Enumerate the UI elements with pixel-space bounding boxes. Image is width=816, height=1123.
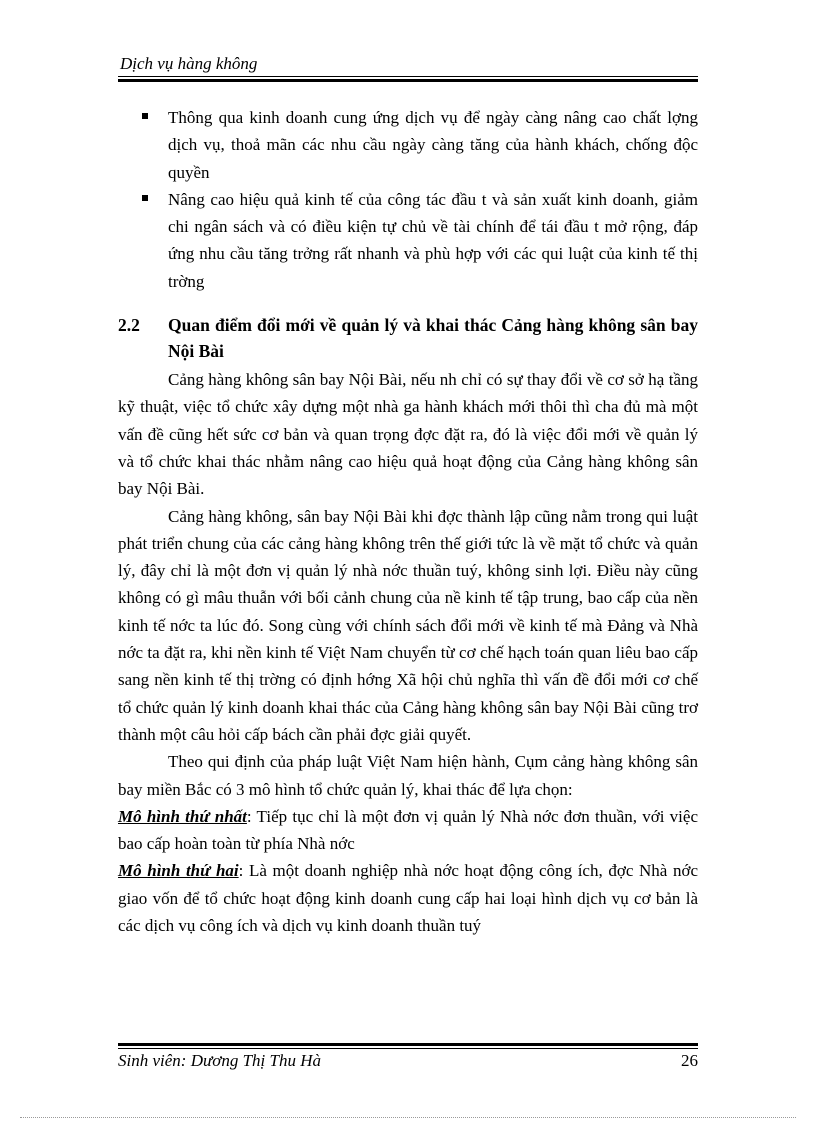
section-number: 2.2 — [118, 315, 140, 336]
footer-rule-thin — [118, 1048, 698, 1049]
bullet-text: Nâng cao hiệu quả kinh tế của công tác đầu t và sản xuất kinh doanh, giảm chi ngân sách và có điều kiện tự chủ về tài chính để tái đầu t mở rộng, đáp ứng nhu cầu tăng trởng rất nhanh và phù hợp với các qui luật của kinh tế thị trờng — [168, 189, 698, 291]
header-rule-thick — [118, 79, 698, 82]
section-title: Quan điểm đổi mới về quản lý và khai thác Cảng hàng không sân bay Nội Bài — [168, 315, 698, 362]
bullet-list — [118, 104, 698, 295]
header-title: Dịch vụ hàng không — [120, 54, 258, 73]
model-item — [118, 857, 698, 939]
bullet-text: Thông qua kinh doanh cung ứng dịch vụ để ngày càng nâng cao chất lợng dịch vụ, thoả mãn các nhu cầu ngày càng tăng của hành khách, chống độc quyền — [168, 108, 698, 182]
square-bullet-icon — [142, 195, 148, 201]
model-item — [118, 803, 698, 858]
section-heading — [118, 312, 698, 364]
paragraph: Cảng hàng không, sân bay Nội Bài khi đợc thành lập cũng nằm trong qui luật phát triển chung của các cảng hàng không trên thế giới tức là về mặt tổ chức và quản lý, đây chỉ là một đơn vị quản lý nhà nớc thuần tuý, không sinh lợi. Điều này cũng không có gì mâu thuẫn với bối cảnh chung của nề kinh tế tập trung, bao cấp của nền kinh tế nớc ta lúc đó. Song cùng với chính sách đổi mới về kinh tế mà Đảng và Nhà nớc ta đặt ra, khi nền kinh tế Việt Nam chuyển từ cơ chế hạch toán quan liêu bao cấp sang nền kinh tế thị trờng có định hớng Xã hội chủ nghĩa thì vấn đề đổi mới cơ chế tổ chức quản lý kinh doanh khai thác của Cảng hàng không sân bay Nội Bài cũng trơ thành một câu hỏi cấp bách cần phải đợc giải quyết. — [118, 506, 698, 744]
bullet-item — [118, 104, 698, 186]
square-bullet-icon — [142, 113, 148, 119]
bullet-item — [118, 186, 698, 295]
page-body — [118, 104, 698, 939]
header-rule-thin — [118, 76, 698, 77]
page-footer — [118, 1043, 698, 1083]
footer-author: Sinh viên: Dương Thị Thu Hà — [118, 1051, 321, 1070]
footer-rule-thick — [118, 1043, 698, 1046]
paragraph: Cảng hàng không sân bay Nội Bài, nếu nh chỉ có sự thay đổi về cơ sở hạ tầng kỹ thuật, việc tổ chức xây dựng một nhà ga hành khách mới thôi thì cha đủ mà một vấn đề cũng hết sức cơ bản và quan trọng đợc đặt ra, đó là việc đổi mới về quản lý và tổ chức khai thác nhằm nâng cao hiệu quả hoạt động của Cảng hàng không sân bay Nội Bài. — [118, 370, 698, 499]
model-term: Mô hình thứ nhất — [118, 806, 247, 826]
model-text: : Là một doanh nghiệp nhà nớc hoạt động công ích, đợc Nhà nớc giao vốn để tổ chức hoạt động kinh doanh cung cấp hai loại hình dịch vụ cơ bản là các dịch vụ công ích và dịch vụ kinh doanh thuần tuý — [118, 861, 698, 936]
page-header — [118, 50, 698, 84]
page-number: 26 — [681, 1051, 698, 1070]
model-term: Mô hình thứ hai — [118, 861, 239, 881]
model-text: : Tiếp tục chỉ là một đơn vị quản lý Nhà nớc đơn thuần, với việc bao cấp hoàn toàn từ phía Nhà nớc — [118, 806, 698, 854]
page-bottom-border — [20, 1117, 796, 1118]
paragraph: Theo qui định của pháp luật Việt Nam hiện hành, Cụm cảng hàng không sân bay miền Bắc có 3 mô hình tổ chức quản lý, khai thác để lựa chọn: — [118, 752, 698, 799]
